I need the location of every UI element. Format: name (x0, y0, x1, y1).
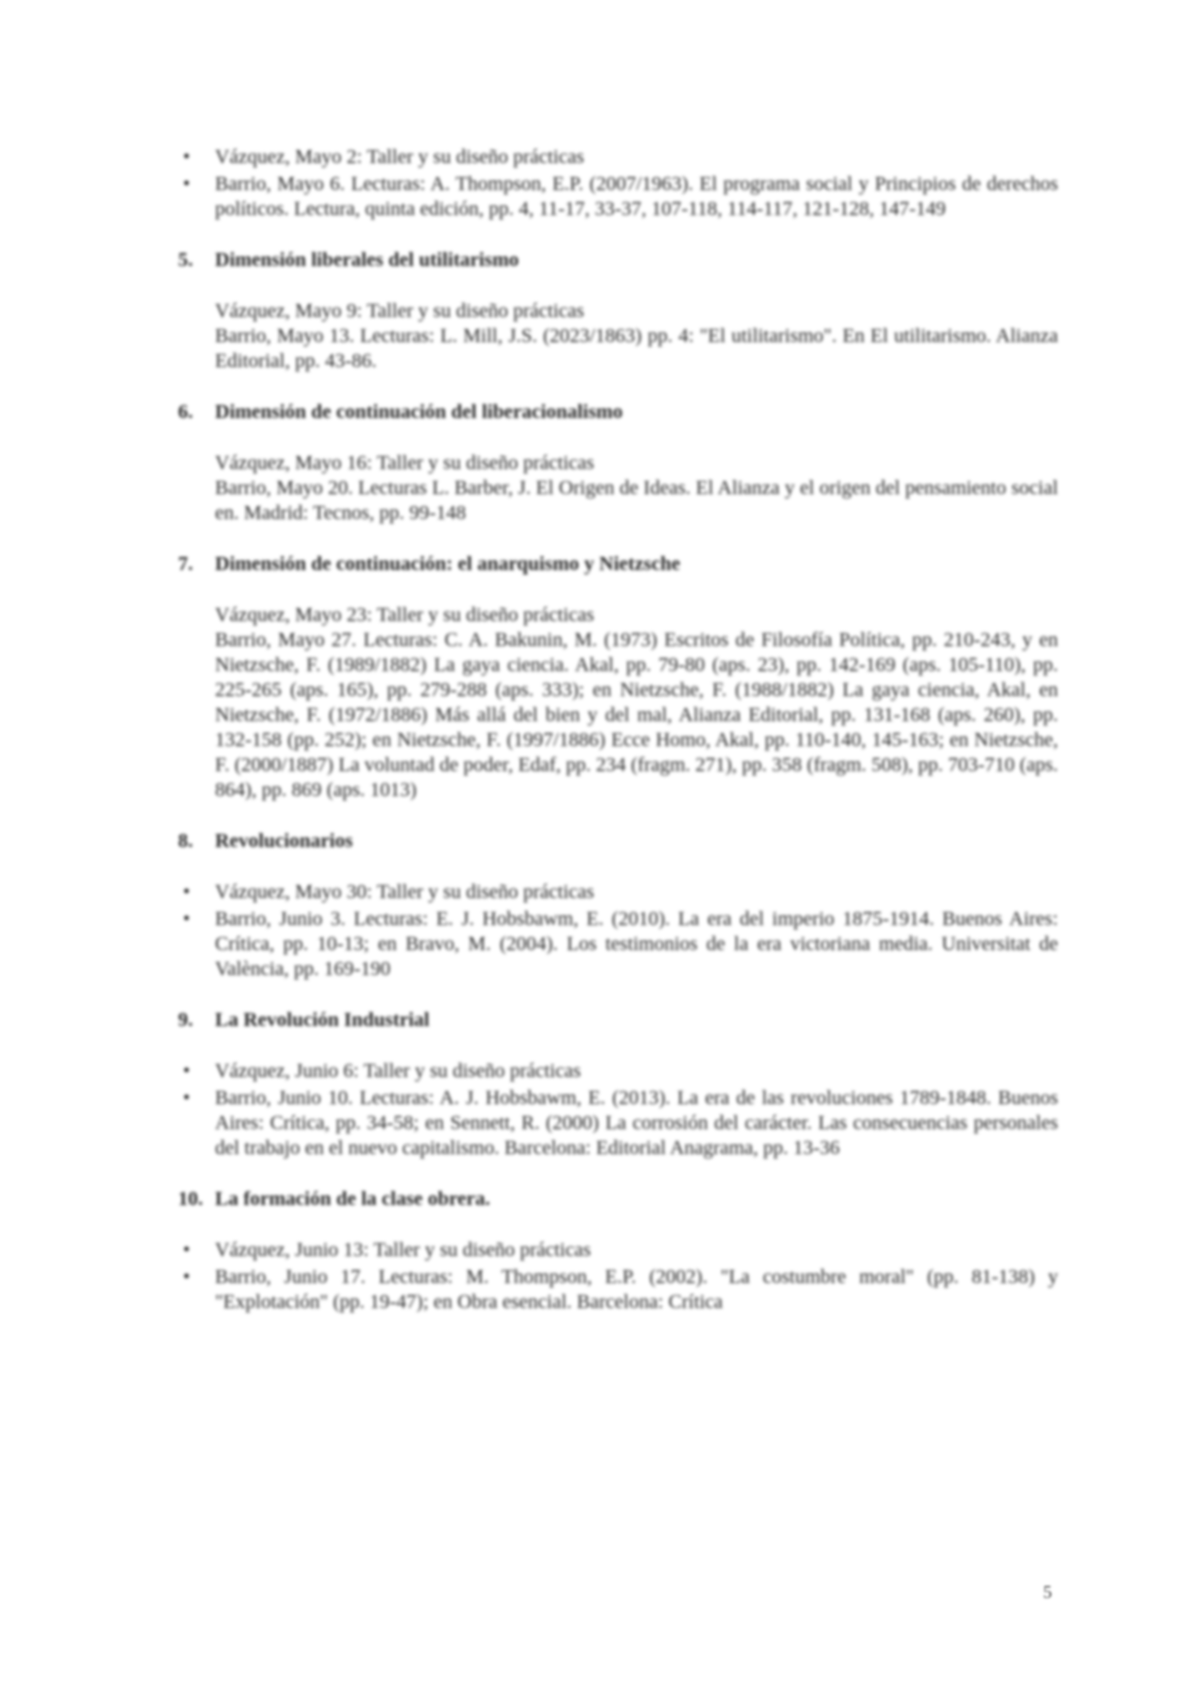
section-number: 6. (178, 401, 193, 423)
section-title: La formación de la clase obrera. (215, 1188, 491, 1210)
list-item-text: Barrio, Junio 17. Lecturas: M. Thompson, E.P. (2002). "La costumbre moral" (pp. 81-138) y "Explotación" (pp. 19-47); en Obra esencial. Barcelona: Crítica (215, 1266, 1058, 1313)
section-bullet-list (178, 880, 1058, 982)
section-number: 7. (178, 553, 193, 575)
section-title: La Revolución Industrial (215, 1009, 430, 1031)
bullet-icon: • (183, 146, 191, 168)
section-bullet-list (178, 1238, 1058, 1315)
document-body (178, 145, 1058, 1317)
list-item-text: Vázquez, Mayo 2: Taller y su diseño prácticas (215, 146, 585, 168)
bullet-icon: • (183, 1060, 191, 1082)
bullet-icon: • (183, 908, 191, 930)
bullet-icon: • (183, 881, 191, 903)
section-heading (178, 552, 1058, 577)
paragraph-line: Vázquez, Mayo 16: Taller y su diseño prácticas (215, 452, 595, 474)
section-heading (178, 1187, 1058, 1212)
list-item-text: Barrio, Junio 3. Lecturas: E. J. Hobsbawm, E. (2010). La era del imperio 1875-1914. Buenos Aires: Crítica, pp. 10-13; en Bravo, M. (2004). Los testimonios de la era victoriana media. Universitat de València, pp. 169-190 (215, 908, 1058, 980)
section-title: Dimensión de continuación: el anarquismo y Nietzsche (215, 553, 681, 575)
bullet-icon: • (183, 1087, 191, 1109)
section-paragraph (178, 603, 1058, 803)
section-heading (178, 1008, 1058, 1033)
paragraph-line: Vázquez, Mayo 9: Taller y su diseño prácticas (215, 300, 585, 322)
list-item (178, 1086, 1058, 1161)
section-title: Dimensión de continuación del liberacionalismo (215, 401, 623, 423)
top-bullet-list (178, 145, 1058, 222)
section-title: Dimensión liberales del utilitarismo (215, 249, 519, 271)
list-item (178, 1059, 1058, 1084)
list-item (178, 172, 1058, 222)
list-item-text: Barrio, Junio 10. Lecturas: A. J. Hobsbawm, E. (2013). La era de las revoluciones 1789-1848. Buenos Aires: Crítica, pp. 34-58; en Sennett, R. (2000) La corrosión del carácter. Las consecuencias personales del trabajo en el nuevo capitalismo. Barcelona: Editorial Anagrama, pp. 13-36 (215, 1087, 1058, 1159)
section-paragraph (178, 299, 1058, 374)
section-title: Revolucionarios (215, 830, 353, 852)
section-number: 9. (178, 1009, 193, 1031)
list-item-text: Vázquez, Mayo 30: Taller y su diseño prácticas (215, 881, 595, 903)
bullet-icon: • (183, 1239, 191, 1261)
section-heading (178, 248, 1058, 273)
section-heading (178, 829, 1058, 854)
section-number: 8. (178, 830, 193, 852)
page-number: 5 (1043, 1582, 1052, 1602)
list-item (178, 145, 1058, 170)
bullet-icon: • (183, 173, 191, 195)
list-item (178, 1265, 1058, 1315)
section-paragraph (178, 451, 1058, 526)
section-number: 10. (178, 1188, 203, 1210)
paragraph-line: Vázquez, Mayo 23: Taller y su diseño prácticas (215, 604, 595, 626)
list-item-text: Vázquez, Junio 6: Taller y su diseño prácticas (215, 1060, 581, 1082)
list-item (178, 1238, 1058, 1263)
list-item-text: Vázquez, Junio 13: Taller y su diseño prácticas (215, 1239, 591, 1261)
list-item-text: Barrio, Mayo 6. Lecturas: A. Thompson, E.P. (2007/1963). El programa social y Principios de derechos políticos. Lectura, quinta edición, pp. 4, 11-17, 33-37, 107-118, 114-117, 121-128, 147-149 (215, 173, 1058, 220)
section-heading (178, 400, 1058, 425)
paragraph-line: Barrio, Mayo 27. Lecturas: C. A. Bakunin, M. (1973) Escritos de Filosofía Política, pp. 210-243, y en Nietzsche, F. (1989/1882) La gaya ciencia. Akal, pp. 79-80 (aps. 23), pp. 142-169 (aps. 105-110), pp. 225-265 (aps. 165), pp. 279-288 (aps. 333); en Nietzsche, F. (1988/1882) La gaya ciencia, Akal, en Nietzsche, F. (1972/1886) Más allá del bien y del mal, Alianza Editorial, pp. 131-168 (aps. 260), pp. 132-158 (pp. 252); en Nietzsche, F. (1997/1886) Ecce Homo, Akal, pp. 110-140, 145-163; en Nietzsche, F. (2000/1887) La voluntad de poder, Edaf, pp. 234 (fragm. 271), pp. 358 (fragm. 508), pp. 703-710 (aps. 864), pp. 869 (aps. 1013) (215, 629, 1058, 801)
paragraph-line: Barrio, Mayo 20. Lecturas L. Barber, J. El Origen de Ideas. El Alianza y el origen del pensamiento social en. Madrid: Tecnos, pp. 99-148 (215, 477, 1058, 524)
section-number: 5. (178, 249, 193, 271)
bullet-icon: • (183, 1266, 191, 1288)
list-item (178, 907, 1058, 982)
paragraph-line: Barrio, Mayo 13. Lecturas: L. Mill, J.S. (2023/1863) pp. 4: "El utilitarismo". En El utilitarismo. Alianza Editorial, pp. 43-86. (215, 325, 1058, 372)
list-item (178, 880, 1058, 905)
section-bullet-list (178, 1059, 1058, 1161)
